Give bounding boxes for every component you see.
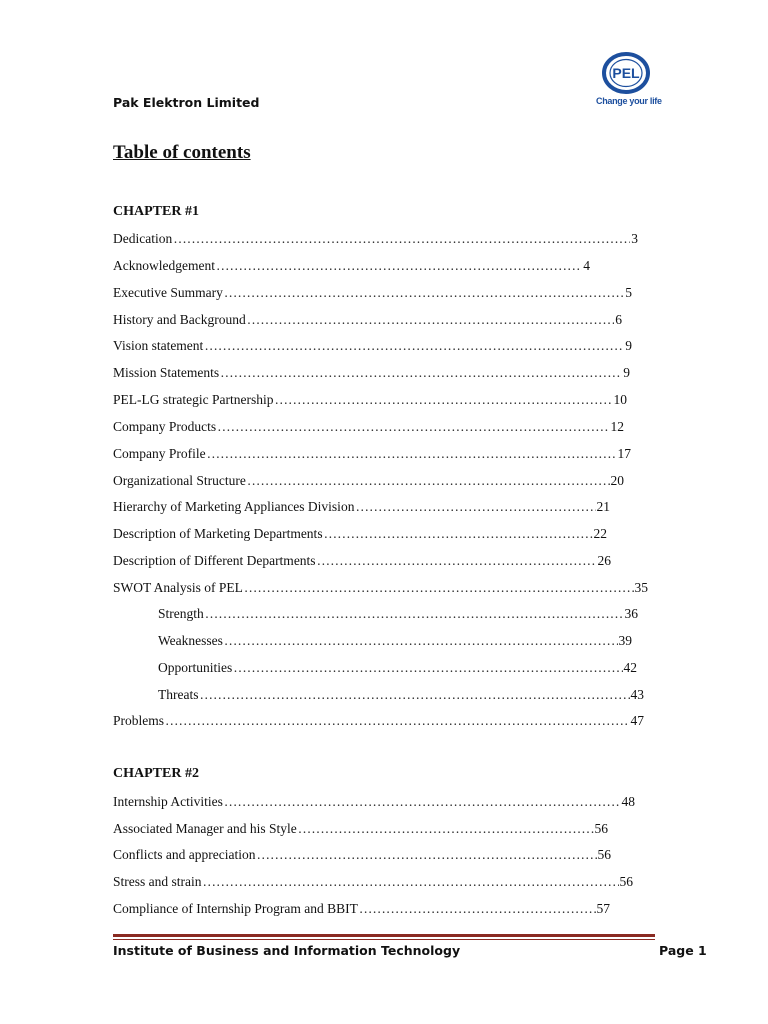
toc-leader-dots	[207, 445, 617, 463]
toc-entry-label: Company Profile	[113, 446, 206, 461]
toc-entry-page: 21	[596, 499, 610, 514]
toc-entry-label: Compliance of Internship Program and BBIT	[113, 901, 358, 916]
toc-entry-page: 35	[634, 580, 648, 595]
toc-leader-dots	[224, 632, 618, 650]
footer-rule	[113, 934, 655, 937]
toc-leader-dots	[203, 873, 619, 891]
toc-entry[interactable]	[113, 391, 627, 409]
toc-subentry[interactable]	[158, 659, 637, 677]
toc-entry[interactable]	[113, 257, 590, 275]
toc-entry-page: 22	[593, 526, 607, 541]
toc-entry-page: 12	[610, 419, 624, 434]
toc-subentry[interactable]	[158, 632, 632, 650]
page-title: Table of contents	[113, 142, 251, 163]
toc-entry-page: 56	[597, 847, 611, 862]
toc-entry-page: 9	[623, 365, 630, 380]
toc-leader-dots	[324, 525, 593, 543]
toc-entry-label: Hierarchy of Marketing Appliances Division	[113, 499, 355, 514]
toc-entry-page: 3	[631, 231, 638, 246]
toc-entry-label: Associated Manager and his Style	[113, 821, 297, 836]
toc-leader-dots	[244, 579, 634, 597]
toc-entry-label: Strength	[158, 606, 204, 621]
toc-entry-label: Threats	[158, 687, 199, 702]
toc-leader-dots	[217, 418, 609, 436]
toc-entry[interactable]	[113, 820, 608, 838]
toc-entry-page: 10	[613, 392, 627, 407]
toc-entry-label: Description of Different Departments	[113, 553, 316, 568]
pel-logo	[596, 52, 662, 110]
toc-entry-page: 9	[625, 338, 632, 353]
toc-subentry[interactable]	[158, 686, 644, 704]
toc-entry[interactable]	[113, 418, 624, 436]
toc-entry-label: History and Background	[113, 312, 246, 327]
toc-entry-label: Acknowledgement	[113, 258, 215, 273]
toc-entry[interactable]	[113, 873, 633, 891]
toc-leader-dots	[224, 793, 621, 811]
toc-entry[interactable]	[113, 552, 611, 570]
toc-leader-dots	[355, 498, 595, 516]
toc-leader-dots	[256, 846, 596, 864]
toc-entry-label: Conflicts and appreciation	[113, 847, 256, 862]
toc-subentry[interactable]	[158, 605, 638, 623]
toc-entry-label: Organizational Structure	[113, 473, 246, 488]
toc-entry-page: 48	[621, 794, 635, 809]
toc-entry-page: 56	[594, 821, 608, 836]
toc-entry[interactable]	[113, 445, 631, 463]
toc-entry[interactable]	[113, 230, 638, 248]
toc-leader-dots	[359, 900, 596, 918]
toc-leader-dots	[274, 391, 612, 409]
toc-entry-page: 5	[625, 285, 632, 300]
toc-leader-dots	[298, 820, 594, 838]
footer-page-number: Page 1	[659, 943, 707, 958]
toc-entry-page: 43	[630, 687, 644, 702]
footer-rule-thin	[113, 939, 655, 940]
toc-leader-dots	[220, 364, 622, 382]
footer-institute-name: Institute of Business and Information Technology	[113, 943, 461, 958]
toc-entry[interactable]	[113, 284, 632, 302]
pel-logo-icon	[596, 52, 656, 96]
logo-text: PEL	[612, 65, 640, 81]
toc-entry[interactable]	[113, 311, 622, 329]
toc-entry[interactable]	[113, 579, 648, 597]
toc-entry[interactable]	[113, 498, 610, 516]
toc-entry-page: 39	[618, 633, 632, 648]
toc-entry-page: 57	[596, 901, 610, 916]
toc-entry[interactable]	[113, 337, 632, 355]
toc-entry-page: 56	[619, 874, 633, 889]
toc-entry-label: Mission Statements	[113, 365, 220, 380]
toc-entry-label: Internship Activities	[113, 794, 223, 809]
toc-entry-label: SWOT Analysis of PEL	[113, 580, 243, 595]
toc-entry[interactable]	[113, 525, 607, 543]
toc-entry-label: Problems	[113, 713, 165, 728]
logo-tagline: Change your life	[596, 96, 662, 106]
toc-entry-label: Executive Summary	[113, 285, 223, 300]
toc-entry[interactable]	[113, 900, 610, 918]
toc-entry-label: Company Products	[113, 419, 217, 434]
toc-entry[interactable]	[113, 364, 630, 382]
toc-leader-dots	[205, 605, 624, 623]
toc-entry[interactable]	[113, 712, 644, 730]
toc-leader-dots	[247, 311, 615, 329]
toc-entry-label: Vision statement	[113, 338, 204, 353]
toc-entry-page: 17	[617, 446, 631, 461]
toc-entry-label: PEL-LG strategic Partnership	[113, 392, 274, 407]
toc-entry[interactable]	[113, 472, 624, 490]
toc-entry[interactable]	[113, 846, 611, 864]
toc-entry-page: 42	[623, 660, 637, 675]
toc-entry-page: 6	[615, 312, 622, 327]
toc-entry[interactable]	[113, 793, 635, 811]
toc-leader-dots	[199, 686, 629, 704]
toc-leader-dots	[317, 552, 597, 570]
company-name: Pak Elektron Limited	[113, 95, 260, 110]
toc-leader-dots	[204, 337, 624, 355]
toc-leader-dots	[165, 712, 629, 730]
toc-entry-label: Opportunities	[158, 660, 233, 675]
toc-leader-dots	[173, 230, 630, 248]
toc-entry-label: Description of Marketing Departments	[113, 526, 323, 541]
toc-entry-page: 36	[624, 606, 638, 621]
toc-entry-page: 20	[610, 473, 624, 488]
chapter-heading: CHAPTER #1	[113, 204, 199, 219]
toc-entry-page: 26	[597, 553, 611, 568]
toc-leader-dots	[247, 472, 610, 490]
toc-leader-dots	[233, 659, 622, 677]
toc-entry-label: Weaknesses	[158, 633, 223, 648]
toc-entry-page: 47	[630, 713, 644, 728]
toc-entry-label: Dedication	[113, 231, 173, 246]
toc-leader-dots	[216, 257, 582, 275]
chapter-heading: CHAPTER #2	[113, 766, 199, 781]
toc-entry-label: Stress and strain	[113, 874, 202, 889]
toc-leader-dots	[224, 284, 624, 302]
toc-entry-page: 4	[583, 258, 590, 273]
